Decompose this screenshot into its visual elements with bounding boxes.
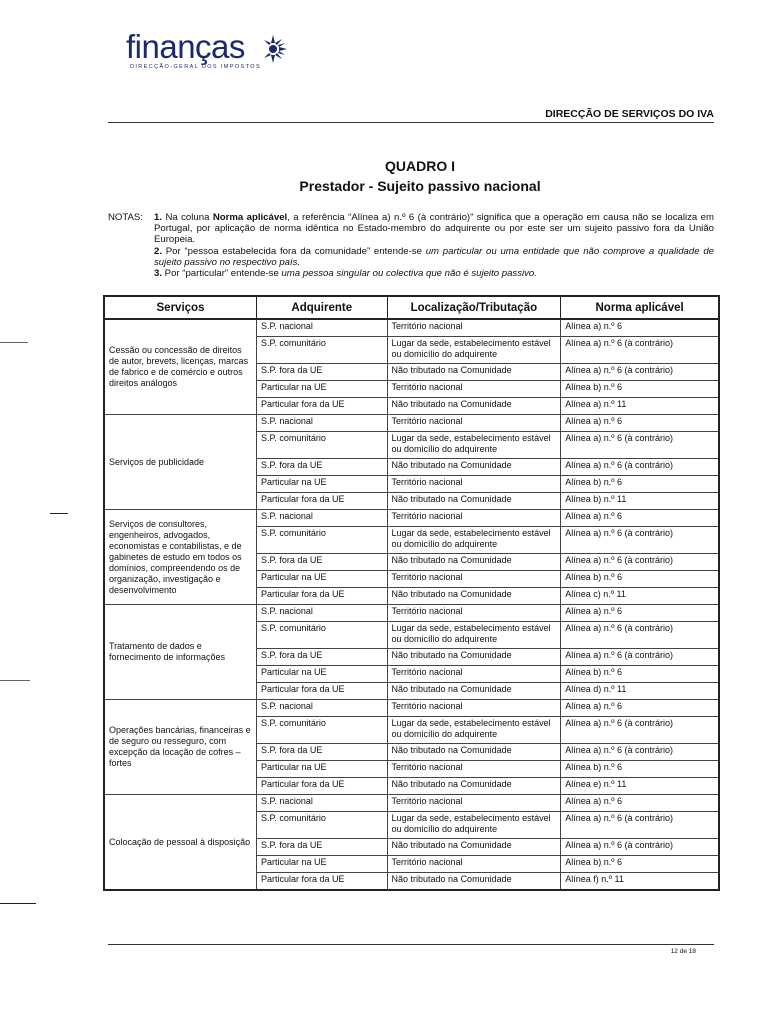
norma-cell: Alínea a) n.º 6 (à contrário) xyxy=(561,744,719,761)
header-norma: Norma aplicável xyxy=(561,296,719,319)
norma-cell: Alínea a) n.º 11 xyxy=(561,398,719,415)
service-cell: Operações bancárias, financeiras e de seguro ou resseguro, com excepção da locação de cofres – fortes xyxy=(104,700,256,795)
localizacao-cell: Território nacional xyxy=(387,795,561,812)
localizacao-cell: Território nacional xyxy=(387,476,561,493)
adquirente-cell: S.P. comunitário xyxy=(256,622,387,649)
localizacao-cell: Não tributado na Comunidade xyxy=(387,554,561,571)
table-row xyxy=(104,795,719,812)
adquirente-cell: Particular fora da UE xyxy=(256,493,387,510)
margin-mark xyxy=(0,903,36,904)
financas-logo xyxy=(126,30,296,80)
norma-cell: Alínea a) n.º 6 (à contrário) xyxy=(561,839,719,856)
norma-cell: Alínea a) n.º 6 (à contrário) xyxy=(561,812,719,839)
localizacao-cell: Não tributado na Comunidade xyxy=(387,839,561,856)
adquirente-cell: S.P. fora da UE xyxy=(256,459,387,476)
adquirente-cell: S.P. nacional xyxy=(256,795,387,812)
table-row xyxy=(104,510,719,527)
norma-cell: Alínea a) n.º 6 (à contrário) xyxy=(561,554,719,571)
adquirente-cell: S.P. comunitário xyxy=(256,717,387,744)
localizacao-cell: Território nacional xyxy=(387,761,561,778)
page-title: QUADRO I xyxy=(385,158,455,174)
norma-cell: Alínea a) n.º 6 (à contrário) xyxy=(561,432,719,459)
adquirente-cell: Particular na UE xyxy=(256,856,387,873)
localizacao-cell: Lugar da sede, estabelecimento estável ou domicílio do adquirente xyxy=(387,622,561,649)
localizacao-cell: Território nacional xyxy=(387,605,561,622)
adquirente-cell: Particular fora da UE xyxy=(256,778,387,795)
localizacao-cell: Não tributado na Comunidade xyxy=(387,683,561,700)
adquirente-cell: Particular na UE xyxy=(256,476,387,493)
norma-cell: Alínea a) n.º 6 xyxy=(561,415,719,432)
table-row xyxy=(104,415,719,432)
norma-cell: Alínea b) n.º 11 xyxy=(561,493,719,510)
norma-cell: Alínea b) n.º 6 xyxy=(561,856,719,873)
margin-mark xyxy=(0,342,28,343)
norma-cell: Alínea b) n.º 6 xyxy=(561,476,719,493)
norma-cell: Alínea b) n.º 6 xyxy=(561,666,719,683)
department-name: DIRECÇÃO DE SERVIÇOS DO IVA xyxy=(545,108,714,120)
localizacao-cell: Território nacional xyxy=(387,319,561,337)
notes-label: NOTAS: xyxy=(108,212,144,223)
localizacao-cell: Não tributado na Comunidade xyxy=(387,398,561,415)
adquirente-cell: S.P. fora da UE xyxy=(256,839,387,856)
adquirente-cell: Particular fora da UE xyxy=(256,588,387,605)
localizacao-cell: Lugar da sede, estabelecimento estável ou domicílio do adquirente xyxy=(387,527,561,554)
norma-cell: Alínea a) n.º 6 xyxy=(561,795,719,812)
adquirente-cell: S.P. nacional xyxy=(256,510,387,527)
adquirente-cell: S.P. fora da UE xyxy=(256,744,387,761)
notes-block xyxy=(108,212,714,279)
adquirente-cell: S.P. comunitário xyxy=(256,337,387,364)
note-1: 1. Na coluna Norma aplicável, a referência “Alínea a) n.º 6 (à contrário)” significa que a operação em causa não se localiza em Portugal, por aplicação de norma idêntica no Estado-membro do adquirente ou por este ser um sujeito passivo fora da União Europeia. xyxy=(154,212,714,246)
norma-cell: Alínea a) n.º 6 xyxy=(561,319,719,337)
localizacao-cell: Não tributado na Comunidade xyxy=(387,873,561,891)
adquirente-cell: S.P. nacional xyxy=(256,700,387,717)
norma-cell: Alínea a) n.º 6 (à contrário) xyxy=(561,459,719,476)
logo-subtitle: DIRECÇÃO-GERAL DOS IMPOSTOS xyxy=(130,64,262,70)
footer-divider xyxy=(108,944,714,945)
service-cell: Cessão ou concessão de direitos de autor, brevets, licenças, marcas de fabrico e de comércio e outros direitos análogos xyxy=(104,319,256,415)
localizacao-cell: Lugar da sede, estabelecimento estável ou domicílio do adquirente xyxy=(387,337,561,364)
localizacao-cell: Território nacional xyxy=(387,510,561,527)
adquirente-cell: S.P. nacional xyxy=(256,319,387,337)
adquirente-cell: Particular na UE xyxy=(256,666,387,683)
adquirente-cell: S.P. fora da UE xyxy=(256,649,387,666)
localizacao-cell: Não tributado na Comunidade xyxy=(387,649,561,666)
norma-cell: Alínea e) n.º 11 xyxy=(561,778,719,795)
localizacao-cell: Lugar da sede, estabelecimento estável ou domicílio do adquirente xyxy=(387,432,561,459)
adquirente-cell: Particular fora da UE xyxy=(256,683,387,700)
norma-cell: Alínea a) n.º 6 (à contrário) xyxy=(561,527,719,554)
localizacao-cell: Território nacional xyxy=(387,415,561,432)
table-row xyxy=(104,605,719,622)
localizacao-cell: Não tributado na Comunidade xyxy=(387,778,561,795)
norma-cell: Alínea c) n.º 11 xyxy=(561,588,719,605)
table-row xyxy=(104,319,719,337)
service-cell: Serviços de consultores, engenheiros, advogados, economistas e contabilistas, e de gabinetes de estudo em todos os domínios, compreendendo os de organização, investigação e desenvolvimento xyxy=(104,510,256,605)
adquirente-cell: Particular na UE xyxy=(256,761,387,778)
norma-cell: Alínea a) n.º 6 (à contrário) xyxy=(561,717,719,744)
norma-cell: Alínea a) n.º 6 (à contrário) xyxy=(561,649,719,666)
norma-cell: Alínea b) n.º 6 xyxy=(561,571,719,588)
adquirente-cell: S.P. comunitário xyxy=(256,812,387,839)
header-servicos: Serviços xyxy=(104,296,256,319)
table-body xyxy=(104,319,719,890)
norma-cell: Alínea a) n.º 6 xyxy=(561,700,719,717)
norma-cell: Alínea a) n.º 6 (à contrário) xyxy=(561,622,719,649)
localizacao-cell: Não tributado na Comunidade xyxy=(387,744,561,761)
adquirente-cell: S.P. fora da UE xyxy=(256,554,387,571)
norma-cell: Alínea f) n.º 11 xyxy=(561,873,719,891)
norma-cell: Alínea b) n.º 6 xyxy=(561,381,719,398)
table-header-row xyxy=(104,296,719,319)
norma-cell: Alínea b) n.º 6 xyxy=(561,761,719,778)
service-cell: Serviços de publicidade xyxy=(104,415,256,510)
note-2: 2. Por “pessoa estabelecida fora da comunidade” entende-se um particular ou uma entidade que não comprove a qualidade de sujeito passivo no respectivo país. xyxy=(154,245,714,268)
localizacao-cell: Território nacional xyxy=(387,571,561,588)
localizacao-cell: Não tributado na Comunidade xyxy=(387,364,561,381)
localizacao-cell: Lugar da sede, estabelecimento estável ou domicílio do adquirente xyxy=(387,717,561,744)
header-adquirente: Adquirente xyxy=(256,296,387,319)
localizacao-cell: Lugar da sede, estabelecimento estável ou domicílio do adquirente xyxy=(387,812,561,839)
localizacao-cell: Não tributado na Comunidade xyxy=(387,459,561,476)
localizacao-cell: Território nacional xyxy=(387,700,561,717)
adquirente-cell: Particular fora da UE xyxy=(256,398,387,415)
page-subtitle: Prestador - Sujeito passivo nacional xyxy=(299,178,541,194)
norma-cell: Alínea a) n.º 6 xyxy=(561,605,719,622)
norma-cell: Alínea a) n.º 6 xyxy=(561,510,719,527)
norma-cell: Alínea a) n.º 6 (à contrário) xyxy=(561,364,719,381)
services-table xyxy=(103,295,720,891)
header-divider xyxy=(108,122,714,123)
margin-mark xyxy=(50,513,68,514)
localizacao-cell: Não tributado na Comunidade xyxy=(387,588,561,605)
adquirente-cell: S.P. comunitário xyxy=(256,432,387,459)
adquirente-cell: S.P. comunitário xyxy=(256,527,387,554)
norma-cell: Alínea d) n.º 11 xyxy=(561,683,719,700)
localizacao-cell: Território nacional xyxy=(387,381,561,398)
note-3: 3. Por “particular” entende-se uma pessoa singular ou colectiva que não é sujeito passivo. xyxy=(154,268,537,280)
adquirente-cell: S.P. fora da UE xyxy=(256,364,387,381)
localizacao-cell: Território nacional xyxy=(387,856,561,873)
logo-emblem-icon xyxy=(260,32,290,66)
adquirente-cell: Particular na UE xyxy=(256,381,387,398)
localizacao-cell: Não tributado na Comunidade xyxy=(387,493,561,510)
localizacao-cell: Território nacional xyxy=(387,666,561,683)
table-row xyxy=(104,700,719,717)
adquirente-cell: S.P. nacional xyxy=(256,415,387,432)
page-number: 12 de 18 xyxy=(670,948,696,955)
adquirente-cell: Particular fora da UE xyxy=(256,873,387,891)
service-cell: Colocação de pessoal à disposição xyxy=(104,795,256,891)
norma-cell: Alínea a) n.º 6 (à contrário) xyxy=(561,337,719,364)
adquirente-cell: Particular na UE xyxy=(256,571,387,588)
service-cell: Tratamento de dados e fornecimento de informações xyxy=(104,605,256,700)
adquirente-cell: S.P. nacional xyxy=(256,605,387,622)
logo-text: finanças xyxy=(126,28,245,65)
margin-mark xyxy=(0,680,30,681)
header-localizacao: Localização/Tributação xyxy=(387,296,561,319)
